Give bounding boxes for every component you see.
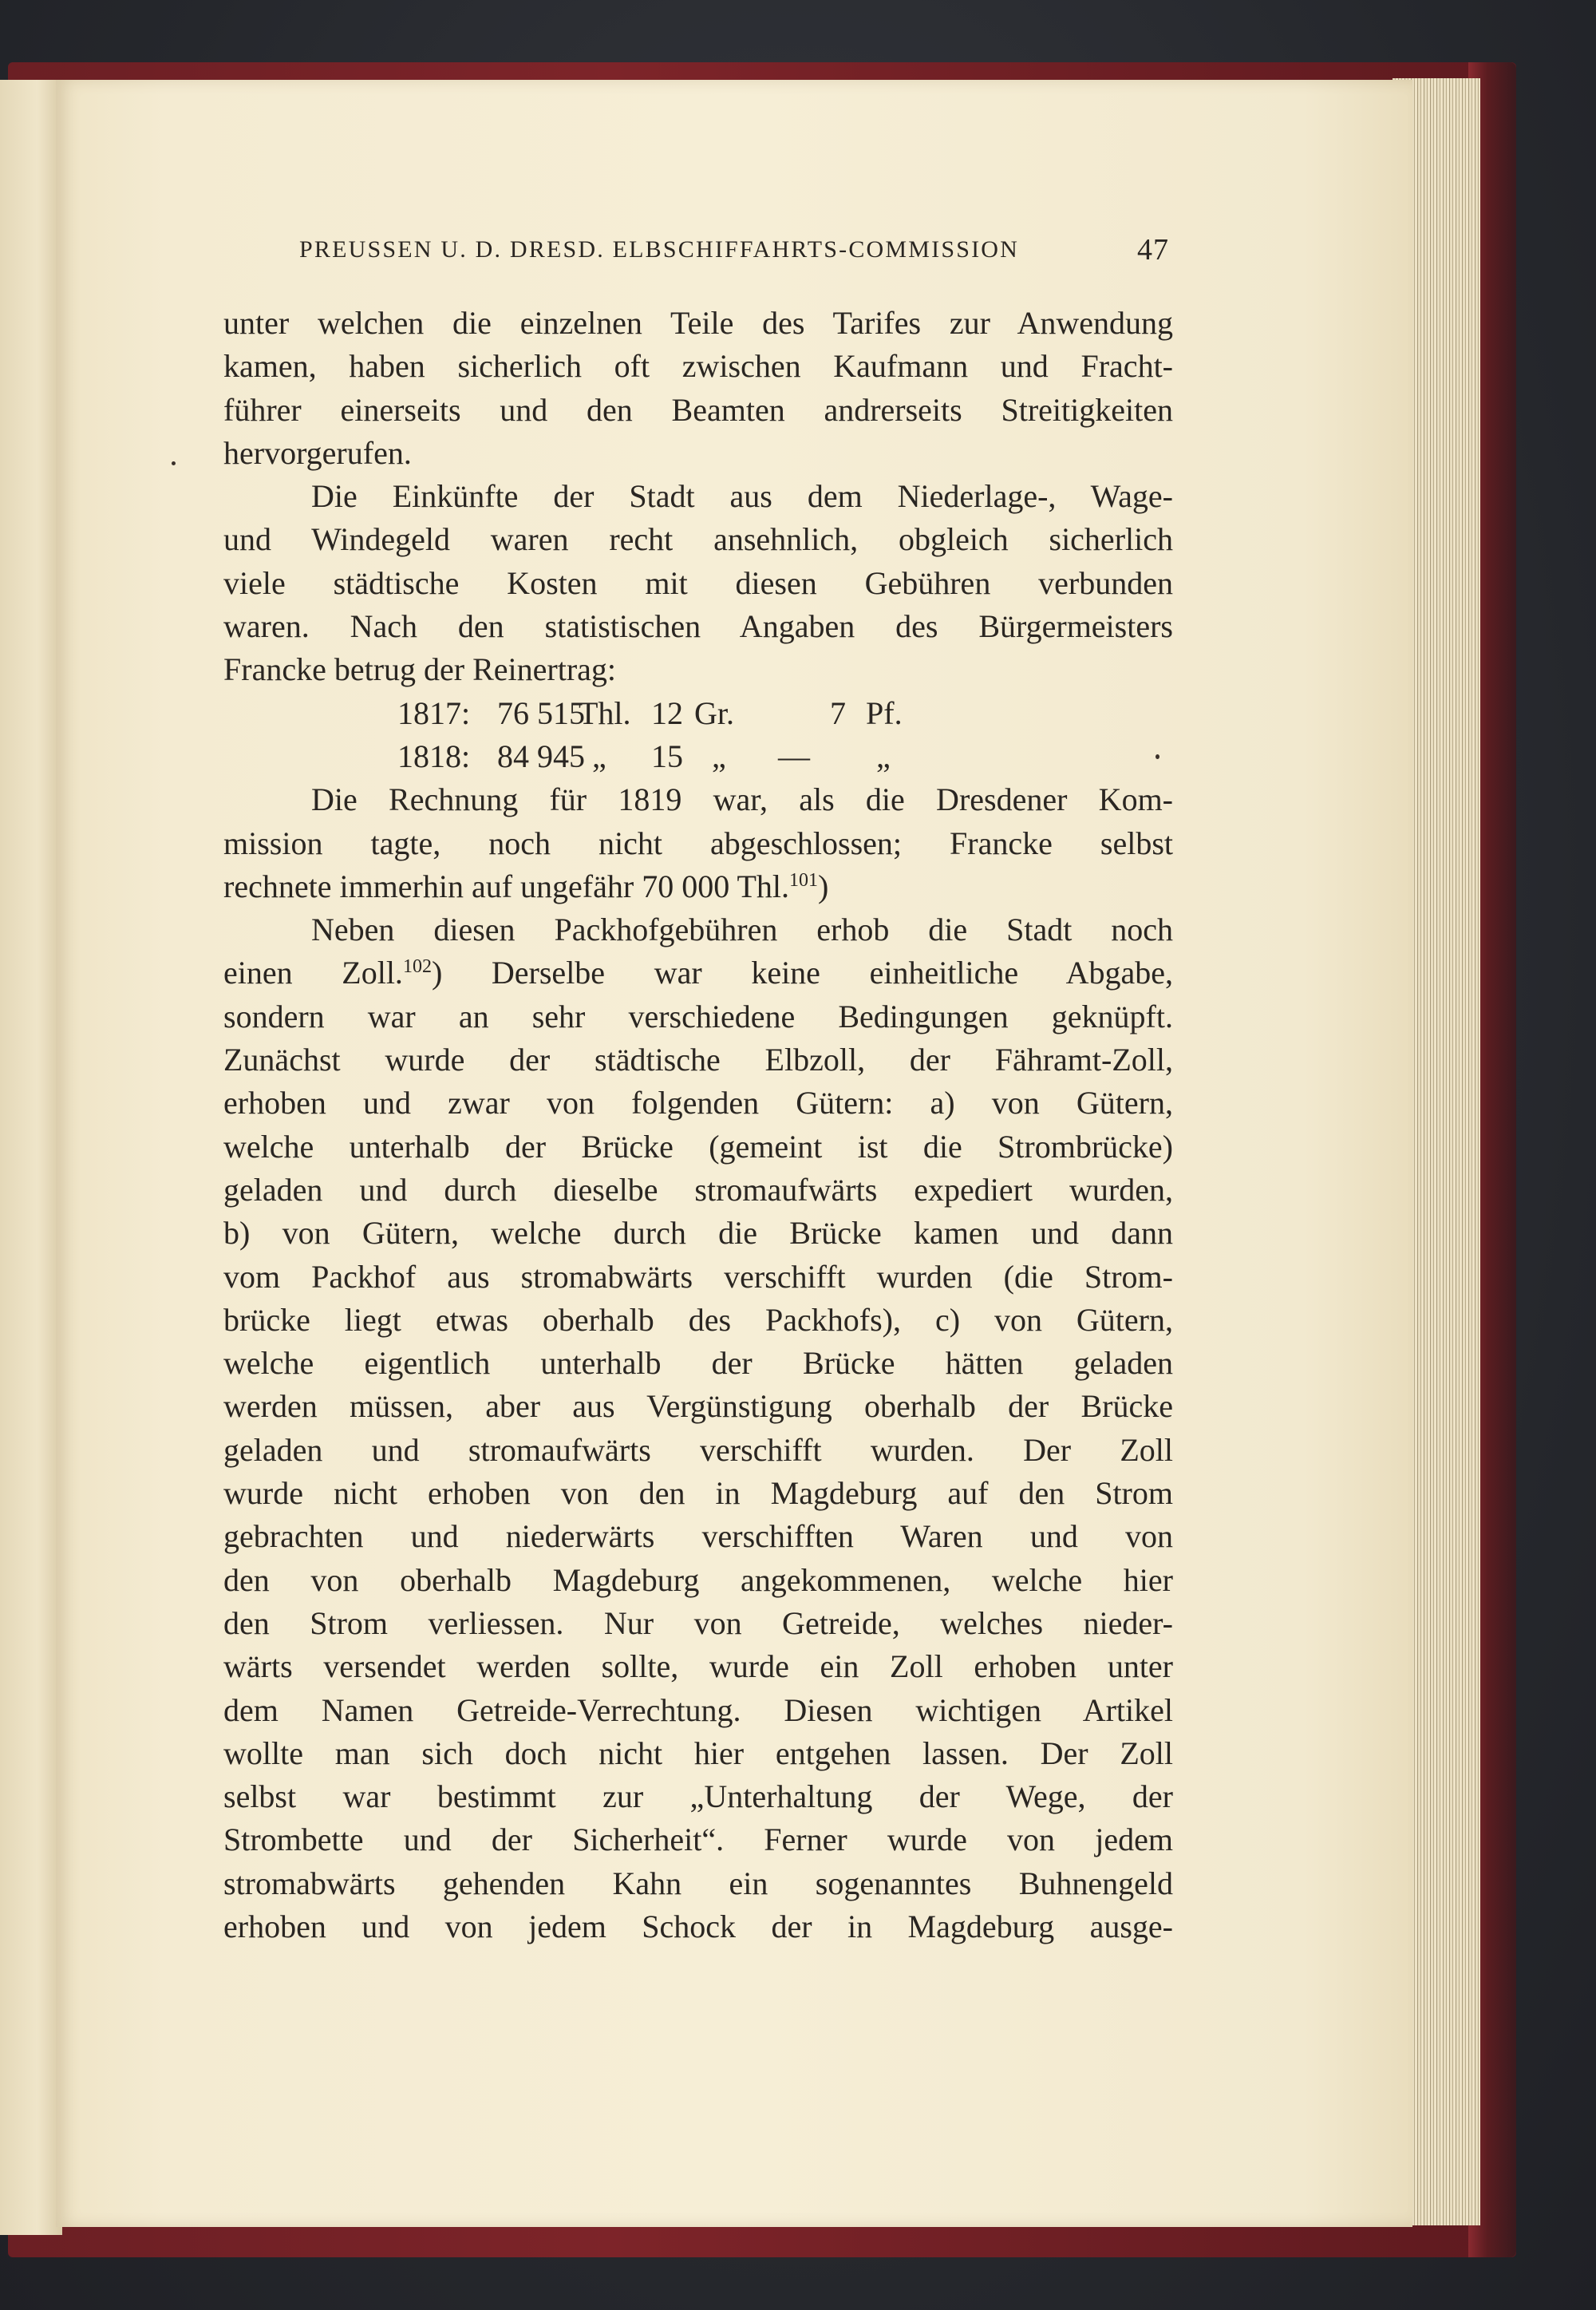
text-line: Francke betrug der Reinertrag: [223, 651, 617, 688]
revenue-thaler-unit: Thl. [579, 694, 631, 731]
body-text [223, 302, 1173, 1948]
revenue-pfennig-unit: „ [876, 738, 891, 774]
text-segment: ) Derselbe war keine einheitliche Abgabe, [431, 955, 1173, 991]
revenue-year: 1818: [397, 738, 471, 774]
revenue-row-1817 [223, 692, 1173, 735]
footnote-reference: 101 [789, 869, 819, 891]
text-segment: einen Zoll. [223, 955, 403, 991]
page-number: 47 [1137, 233, 1169, 267]
revenue-thaler: 84 945 [497, 738, 585, 774]
revenue-groschen: 15 [651, 738, 683, 774]
revenue-groschen: 12 [651, 694, 683, 731]
text-line: geladen und stromaufwärts verschifft wurden. Der Zoll [223, 1431, 1173, 1468]
text-line: welche eigentlich unterhalb der Brücke hätten geladen [223, 1345, 1173, 1382]
text-line: brücke liegt etwas oberhalb des Packhofs), c) von Gütern, [223, 1301, 1173, 1338]
previous-page-edge [0, 80, 62, 2235]
text-line: wollte man sich doch nicht hier entgehen lassen. Der Zoll [223, 1734, 1173, 1771]
text-line: Die Rechnung für 1819 war, als die Dresdener Kom- [311, 781, 1173, 818]
footnote-reference: 102 [402, 956, 432, 978]
text-line: mission tagte, noch nicht abgeschlossen; Francke selbst [223, 825, 1173, 861]
text-line: Neben diesen Packhofgebühren erhob die Stadt noch [311, 912, 1173, 948]
paper-speck [172, 461, 176, 465]
revenue-groschen-unit: Gr. [694, 694, 734, 731]
revenue-thaler: 76 515 [497, 694, 585, 731]
text-line: erhoben und von jedem Schock der in Magdeburg ausge- [223, 1908, 1173, 1944]
text-line: werden müssen, aber aus Vergünstigung oberhalb der Brücke [223, 1388, 1173, 1425]
text-line: waren. Nach den statistischen Angaben des Bürgermeisters [223, 608, 1173, 645]
text-line: Zunächst wurde der städtische Elbzoll, der Fähramt-Zoll, [223, 1042, 1173, 1078]
text-line: erhoben und zwar von folgenden Gütern: a) von Gütern, [223, 1085, 1173, 1121]
text-line-with-footnote [223, 951, 1173, 995]
text-line: b) von Gütern, welche durch die Brücke kamen und dann [223, 1215, 1173, 1252]
text-line: geladen und durch dieselbe stromaufwärts expediert wurden, [223, 1171, 1173, 1208]
revenue-row-1818 [223, 735, 1173, 778]
text-line: gebrachten und niederwärts verschifften Waren und von [223, 1518, 1173, 1555]
text-line: vom Packhof aus stromabwärts verschifft wurden (die Strom- [223, 1258, 1173, 1295]
running-head-title: PREUSSEN U. D. DRESD. ELBSCHIFFAHRTS-COMMISSION [299, 236, 1020, 263]
revenue-groschen-unit: „ [712, 738, 726, 774]
text-line: den von oberhalb Magdeburg angekommenen, welche hier [223, 1561, 1173, 1598]
text-line: wurde nicht erhoben von den in Magdeburg auf den Strom [223, 1475, 1173, 1512]
text-line: kamen, haben sicherlich oft zwischen Kaufmann und Fracht- [223, 348, 1173, 385]
text-line: wärts versendet werden sollte, wurde ein Zoll erhoben unter [223, 1648, 1173, 1685]
text-line: viele städtische Kosten mit diesen Gebühren verbunden [223, 564, 1173, 601]
revenue-year: 1817: [397, 694, 471, 731]
revenue-pfennig: — [778, 738, 810, 774]
text-line: Die Einkünfte der Stadt aus dem Niederlage-, Wage- [311, 478, 1173, 515]
text-line: hervorgerufen. [223, 434, 412, 471]
text-line: rechnete immerhin auf ungefähr 70 000 Thl. [223, 868, 790, 904]
running-head [299, 226, 1169, 274]
text-line: selbst war bestimmt zur „Unterhaltung der Wege, der [223, 1778, 1173, 1815]
text-line: sondern war an sehr verschiedene Bedingungen geknüpft. [223, 998, 1173, 1034]
text-line: stromabwärts gehenden Kahn ein sogenanntes Buhnengeld [223, 1865, 1173, 1901]
revenue-thaler-unit: „ [592, 738, 606, 774]
text-line: den Strom verliessen. Nur von Getreide, welches nieder- [223, 1604, 1173, 1641]
text-line: unter welchen die einzelnen Teile des Tarifes zur Anwendung [223, 305, 1173, 341]
text-line: Strombette und der Sicherheit“. Ferner wurde von jedem [223, 1821, 1173, 1858]
revenue-pfennig-unit: Pf. [866, 694, 903, 731]
text-line: dem Namen Getreide-Verrechtung. Diesen wichtigen Artikel [223, 1691, 1173, 1728]
text-line: und Windegeld waren recht ansehnlich, obgleich sicherlich [223, 521, 1173, 558]
paper-speck [1156, 754, 1159, 759]
footnote-paren: ) [818, 868, 829, 904]
text-line: führer einerseits und den Beamten andrerseits Streitigkeiten [223, 391, 1173, 428]
text-line-with-footnote [223, 865, 1173, 908]
revenue-pfennig: 7 [830, 694, 846, 731]
text-line: welche unterhalb der Brücke (gemeint ist die Strombrücke) [223, 1128, 1173, 1165]
